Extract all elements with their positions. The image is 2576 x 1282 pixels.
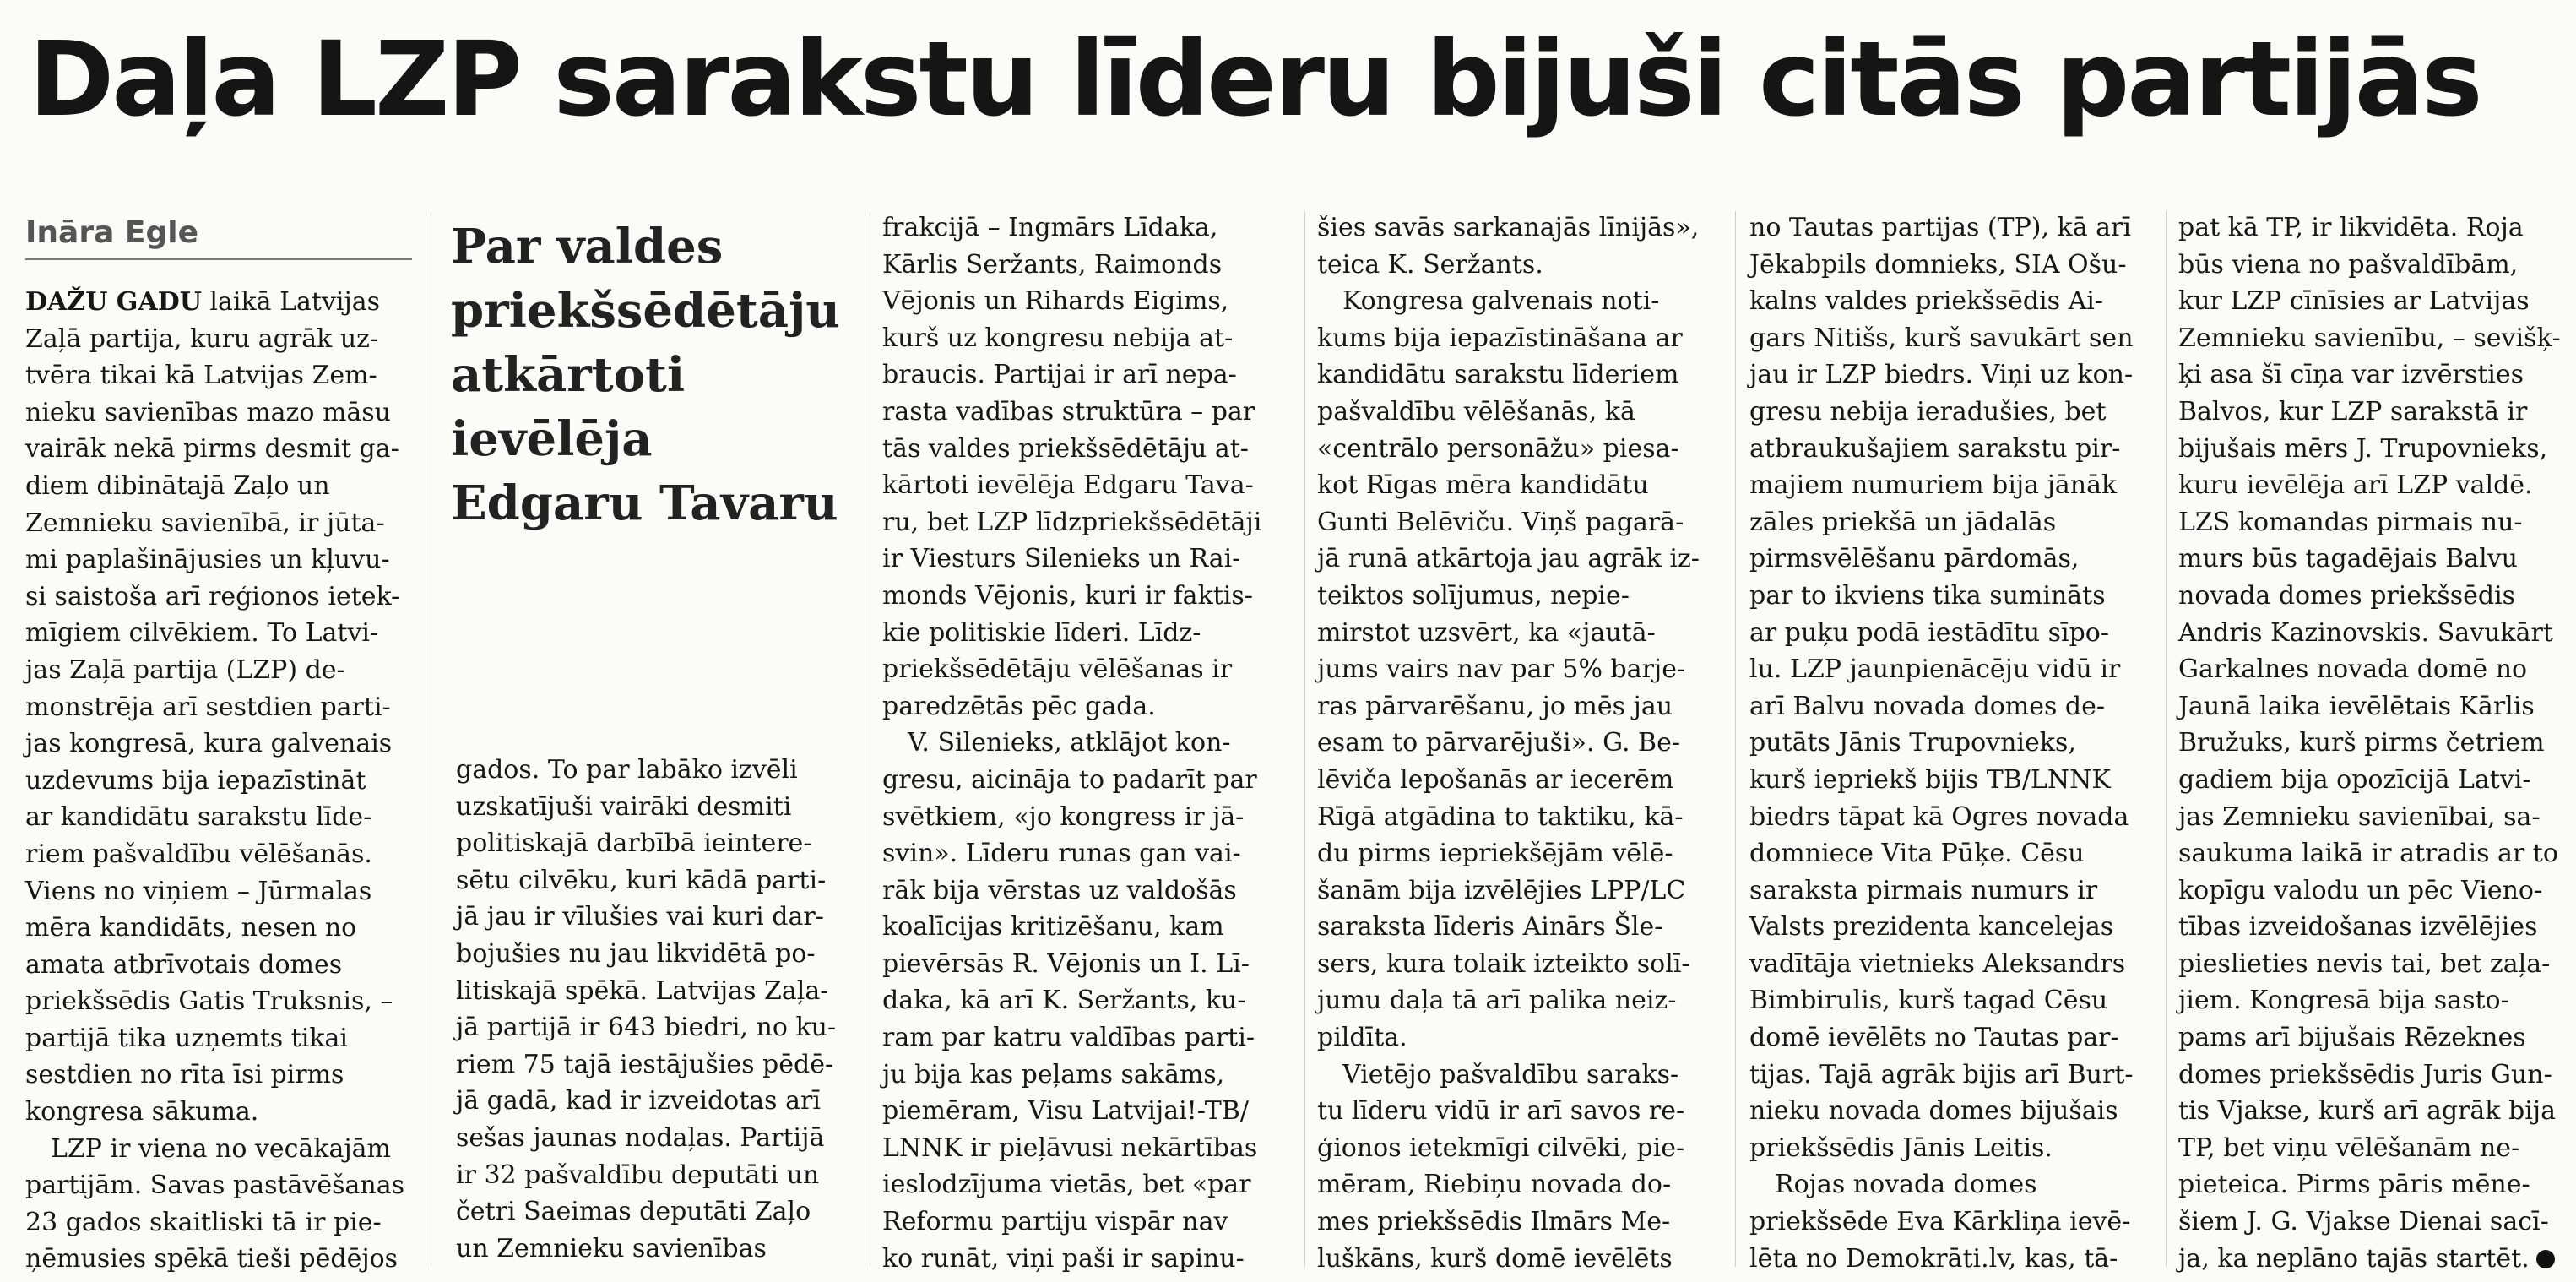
body-line: rasta vadības struktūra – par [882,396,1255,426]
body-line: saukuma laikā ir atradis ar to [2178,839,2558,869]
body-line: mēram, Riebiņu novada do- [1317,1170,1672,1200]
body-line: kurš iepriekš bijis TB/LNNK [1749,764,2111,795]
body-line: ņēmusies spēkā tieši pēdējos [25,1244,399,1274]
body-line: svin». Līderu runas gan vai- [882,839,1241,869]
body-line: šanām bija izvēlējies LPP/LC [1317,875,1686,905]
body-line: kandidātu sarakstu līderiem [1317,360,1679,390]
body-line: domniece Vita Pūķe. Cēsu [1749,839,2085,869]
body-line: Kārlis Seržants, Raimonds [882,249,1223,280]
body-line: bijušais mērs J. Trupovnieks, [2178,433,2548,464]
body-line: tijas. Tajā agrāk bijis arī Burt- [1749,1059,2134,1089]
body-line: ju bija kas peļams sakāms, [882,1059,1225,1089]
body-line: 23 gados skaitliski tā ir pie- [25,1207,382,1237]
body-line: zāles priekšā un jādalās [1749,507,2057,537]
body-line: nieku savienības mazo māsu [25,397,392,427]
body-line: TP, bet viņu vēlēšanām ne- [2178,1133,2520,1163]
body-line: Jaunā laika ievēlētais Kārlis [2178,691,2535,721]
body-line: saraksta līderis Ainārs Šle- [1317,912,1663,942]
body-line: kie politiskie līderi. Līdz- [882,617,1201,648]
body-line: si saistoša arī reģionos ietek- [25,581,400,611]
body-line: gars Nitišs, kurš savukārt sen [1749,323,2134,353]
body-line: gresu nebija ieradušies, bet [1749,396,2107,426]
body-line: jumu daļa tā arī palika neiz- [1317,986,1677,1016]
body-line: frakcijā – Ingmārs Līdaka, [882,213,1218,242]
body-line: ķi asa šī cīņa var izvērsties [2178,360,2524,390]
body-line: jā partijā ir 643 biedri, no ku- [456,1013,837,1043]
body-line: mirstot uzsvērt, ka «jautā- [1317,617,1656,648]
body-line: tās valdes priekšsēdētāju at- [882,433,1249,464]
body-line: jas Zemnieku savienībai, sa- [2178,801,2541,832]
body-line: ru, bet LZP līdzpriekšsēdētāji [882,507,1262,537]
body-line: piemēram, Visu Latvijai!-TB/ [882,1096,1249,1127]
body-line: jiem. Kongresā bija sasto- [2178,986,2509,1016]
body-line: kongresa sākuma. [25,1097,259,1127]
body-line: partijā tika uzņemts tikai [25,1023,349,1053]
body-line: mēra kandidāts, nesen no [25,913,357,943]
body-line: jas Zaļā partija (LZP) de- [25,655,345,685]
body-line: jā gadā, kad ir izveidotas arī [456,1086,821,1116]
body-line: tvēra tikai kā Latvijas Zem- [25,361,377,391]
byline: Ināra Egle [25,211,412,260]
body-line: arī Balvu novada domes de- [1749,691,2106,721]
body-line: sestdien no rīta īsi pirms [25,1060,344,1090]
column-6 [2178,209,2568,1277]
body-line: svētkiem, «jo kongress ir jā- [882,801,1245,832]
body-text: ja, ka neplāno tajās startēt. [2178,1243,2530,1274]
body-line: vairāk nekā pirms desmit ga- [25,434,399,464]
body-line: ram par katru valdības parti- [882,1023,1255,1053]
body-line: priekšsēdis Jānis Leitis. [1749,1133,2053,1163]
body-line: Bimbirulis, kurš tagad Cēsu [1749,986,2108,1016]
body-line: ģionos ietekmīgi cilvēki, pie- [1317,1133,1685,1163]
body-line: tu līderu vidū ir arī savos re- [1317,1096,1685,1127]
body-line: domē ievēlēts no Tautas par- [1749,1023,2119,1053]
body-line: sešas jaunas nodaļas. Partijā [456,1122,825,1153]
body-line: riem pašvaldību vēlēšanās. [25,839,372,869]
body-line: monds Vējonis, kuri ir faktis- [882,580,1253,611]
body-line: politiskajā darbībā ieintere- [456,828,812,859]
column-1 [25,284,415,1278]
body-line: du pirms iepriekšējām vēlē- [1317,839,1673,869]
body-line: pildīta. [1317,1023,1407,1053]
body-line: Rīgā atgādina to taktiku, kā- [1317,801,1684,832]
body-line: mi paplašinājusies un kļuvu- [25,545,390,575]
body-line: ras pārvarēšanu, jo mēs jau [1317,691,1673,721]
body-line: pieteica. Pirms pāris mēne- [2178,1170,2530,1200]
body-line: Vietējo pašvaldību saraks- [1342,1059,1679,1089]
body-line: gados. To par labāko izvēli [456,755,798,785]
body-line: būs viena no pašvaldībām, [2178,249,2519,280]
body-text: laikā Latvijas [201,287,381,317]
body-line: biedrs tāpat kā Ogres novada [1749,801,2129,832]
body-line: no Tautas partijas (TP), kā arī [1749,213,2131,242]
body-line: amata atbrīvotais domes [25,949,343,980]
body-line: sētu cilvēku, kuri kādā parti- [456,865,827,895]
body-line: nieku novada domes bijušais [1749,1096,2118,1127]
body-line: mes priekšsēdis Ilmārs Me- [1317,1207,1671,1237]
column-2 [456,752,846,1267]
body-line: lu. LZP jaunpienācēju vidū ir [1749,655,2121,685]
body-line: LNNK ir pieļāvusi nekārtības [882,1133,1258,1163]
body-line: sers, kura tolaik izteikto solī- [1317,948,1690,979]
body-line: kot Rīgas mēra kandidātu [1317,470,1649,501]
body-line: pams arī bijušais Rēzeknes [2178,1023,2526,1053]
body-line: luškāns, kurš domē ievēlēts [1317,1243,1673,1274]
body-line: Vējonis un Rihards Eigims, [882,286,1229,317]
body-line: uzdevums bija iepazīstināt [25,765,366,796]
body-line: riem 75 tajā iestājušies pēdē- [456,1049,834,1079]
body-line: tības izveidošanas izvēlējies [2178,912,2538,942]
column-rule [1304,211,1305,1267]
body-line: majiem numuriem bija jānāk [1749,470,2118,501]
body-line: Bružuks, kurš pirms četriem [2178,728,2545,758]
body-line: daka, kā arī K. Seržants, ku- [882,986,1246,1016]
body-line: gresu, aicināja to padarīt par [882,764,1257,795]
body-line: šiem J. G. Vjakse Dienai sacī- [2178,1207,2549,1237]
body-line: pieslieties nevis tai, bet zaļa- [2178,948,2551,979]
body-line: jums vairs nav par 5% barje- [1317,655,1686,685]
body-line: partijām. Savas pastāvēšanas [25,1171,405,1201]
column-rule [1735,211,1736,1267]
body-line: diem dibinātajā Zaļo un [25,470,330,501]
body-line: bojušies nu jau likvidētā po- [456,938,816,969]
body-line: lēta no Demokrāti.lv, kas, tā- [1749,1243,2118,1274]
lead-words: DAŽU GADU [25,287,202,317]
body-line: Jēkabpils domnieks, SIA Ošu- [1749,249,2127,280]
body-line: esam to pārvarējuši». G. Be- [1317,728,1680,758]
body-line: kuru ievēlēja arī LZP valdē. [2178,470,2533,501]
body-line: Zemnieku savienībā, ir jūta- [25,508,385,538]
body-line: kums bija iepazīstināšana ar [1317,323,1683,353]
body-line: ieslodzījuma vietās, bet «par [882,1170,1251,1200]
headline: Daļa LZP sarakstu līderu bijuši citās partijās [29,19,2481,139]
body-line: teiktos solījumus, nepie- [1317,580,1630,611]
body-line: putāts Jānis Trupovnieks, [1749,728,2076,758]
body-line: domes priekšsēdis Juris Gun- [2178,1059,2552,1089]
body-line: murs būs tagadējais Balvu [2178,544,2518,574]
body-line: paredzētās pēc gada. [882,691,1156,721]
body-line: saraksta pirmais numurs ir [1749,875,2098,905]
body-line: Reformu partiju vispār nav [882,1207,1228,1237]
body-line: jā jau ir vīlušies vai kuri dar- [456,902,824,932]
body-line: Rojas novada domes [1775,1170,2037,1200]
body-line: Valsts prezidenta kancelejas [1749,912,2114,942]
body-line [25,284,415,321]
body-line: lēviča lepošanās ar iecerēm [1317,764,1674,795]
body-line: rāk bija vērstas uz valdošās [882,875,1237,905]
body-line: uzskatījuši vairāki desmiti [456,791,792,822]
body-line: ar puķu podā iestādītu sīpo- [1749,617,2110,648]
column-3 [882,209,1272,1277]
body-line: Viens no viņiem – Jūrmalas [25,876,372,906]
subheading: Par valdes priekšsēdētāju atkārtoti ievēlēja Edgaru Tavaru [451,219,840,531]
body-line: Garkalnes novada domē no [2178,655,2528,685]
body-line: pašvaldību vēlēšanās, kā [1317,396,1635,426]
body-line: koalīcijas kritizēšanu, kam [882,912,1224,942]
body-line: kurš uz kongresu nebija at- [882,323,1234,353]
body-line: pievērsās R. Vējonis un I. Lī- [882,948,1250,979]
body-line: tis Vjakse, kurš arī agrāk bija [2178,1096,2556,1127]
body-line: teica K. Seržants. [1317,249,1543,280]
body-line: kārtoti ievēlēja Edgaru Tava- [882,470,1254,501]
body-line: atbraukušajiem sarakstu pir- [1749,433,2121,464]
body-line: ir 32 pašvaldību deputāti un [456,1160,820,1190]
body-line: monstrēja arī sestdien parti- [25,692,391,722]
body-line: jas kongresā, kura galvenais [25,729,393,759]
body-line: litiskajā spēkā. Latvijas Zaļa- [456,975,829,1006]
body-line: gadiem bija opozīcijā Latvi- [2178,764,2531,795]
body-line: jau ir LZP biedrs. Viņi uz kon- [1749,360,2134,390]
body-line: novada domes priekšsēdis [2178,580,2516,611]
body-line [2178,1241,2568,1278]
body-line: priekšsēdis Gatis Truksnis, – [25,986,393,1017]
column-rule [2166,211,2167,1267]
body-line: Gunti Belēviču. Viņš pagarā- [1317,507,1684,537]
body-line: braucis. Partijai ir arī nepa- [882,360,1237,390]
body-line: LZS komandas pirmais nu- [2178,507,2523,537]
body-line: šies savās sarkanajās līnijās», [1317,213,1700,242]
body-line: Zaļā partija, kuru agrāk uz- [25,323,379,354]
body-line: vadītāja vietnieks Aleksandrs [1749,948,2126,979]
body-line: un Zemnieku savienības [456,1233,767,1263]
body-line: pat kā TP, ir likvidēta. Roja [2178,213,2524,242]
body-line: Zemnieku savienību, – sevišķ- [2178,323,2561,353]
body-line: četri Saeimas deputāti Zaļo [456,1197,811,1227]
body-line: LZP ir viena no vecākajām [51,1133,392,1164]
body-line: V. Silenieks, atklājot kon- [908,728,1231,758]
body-line: priekšsēdētāju vēlēšanas ir [882,655,1233,685]
body-line: ko runāt, viņi paši ir sapinu- [882,1243,1245,1274]
column-5 [1749,209,2139,1277]
body-line: priekšsēde Eva Kārkliņa ievē- [1749,1207,2131,1237]
column-4 [1317,209,1707,1277]
end-mark-icon [2536,1250,2555,1268]
body-line: ir Viesturs Silenieks un Rai- [882,544,1241,574]
body-line: mīgiem cilvēkiem. To Latvi- [25,618,379,649]
body-line: Balvos, kur LZP sarakstā ir [2178,396,2528,426]
body-line: «centrālo personāžu» piesa- [1317,433,1679,464]
body-line: ar kandidātu sarakstu līde- [25,802,372,833]
body-line: kopīgu valodu un pēc Vieno- [2178,875,2543,905]
body-line: pirmsvēlēšanu pārdomās, [1749,544,2080,574]
body-line: kalns valdes priekšsēdis Ai- [1749,286,2103,317]
body-line: Andris Kazinovskis. Savukārt [2178,617,2553,648]
body-line: jā runā atkārtoja jau agrāk iz- [1317,544,1700,574]
body-line: kur LZP cīnīsies ar Latvijas [2178,286,2530,317]
body-line: Kongresa galvenais noti- [1342,286,1660,317]
body-line: par to ikviens tika suminā​ts [1749,580,2106,611]
